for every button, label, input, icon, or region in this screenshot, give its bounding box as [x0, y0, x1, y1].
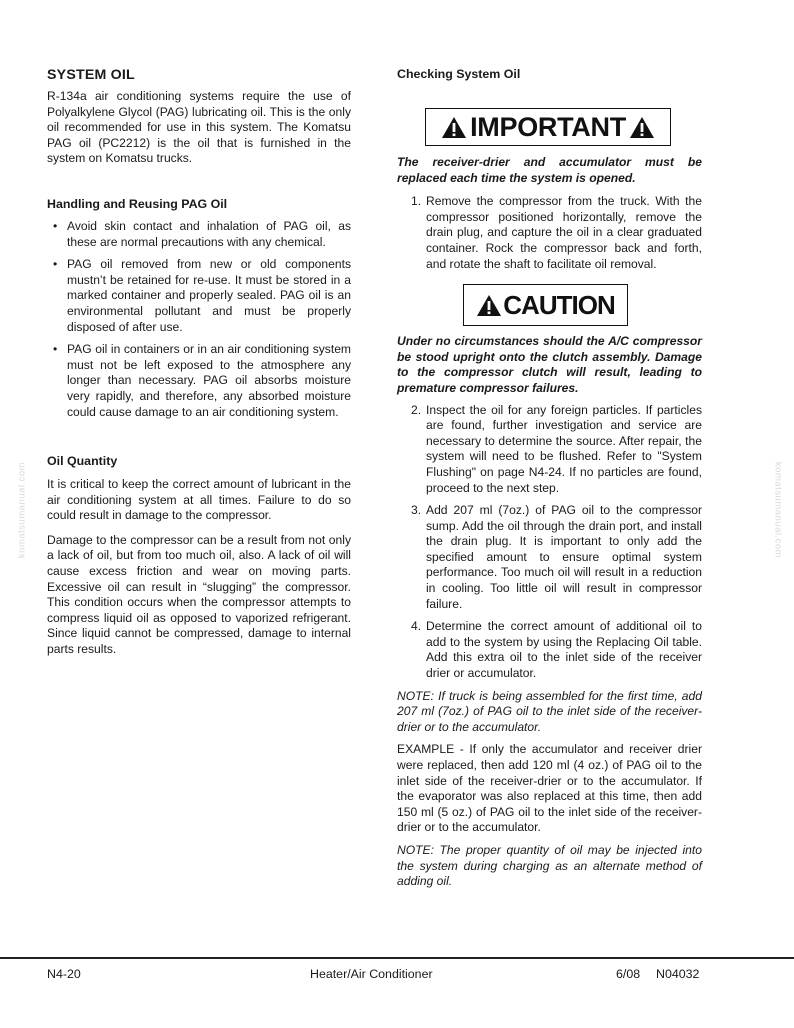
note-charging: NOTE: The proper quantity of oil may be injected into the system during charging as an alternate method of adding oil.: [397, 842, 702, 889]
caution-label: CAUTION: [503, 289, 615, 320]
step-number: 4.: [411, 619, 422, 634]
checking-heading: Checking System Oil: [397, 67, 521, 81]
oil-quantity-heading: Oil Quantity: [47, 454, 118, 469]
step-item: [397, 403, 702, 497]
quantity-paragraph-1: It is critical to keep the correct amount of lubricant in the air conditioning system at all times. Failure to do so could result in damage to the compressor.: [47, 477, 351, 523]
caution-text: Under no circumstances should the A/C compressor be stood upright onto the clutch assembly. Damage to the compressor clutch will result, leading to premature compressor failures.: [397, 334, 702, 395]
footer-section-title: Heater/Air Conditioner: [310, 967, 433, 981]
handling-heading: Handling and Reusing PAG Oil: [47, 196, 228, 211]
left-column: [47, 64, 351, 658]
step-text: Remove the compressor from the truck. With the compressor positioned horizontally, remove the drain plug, and capture the oil in a clear graduated container. Rock the compressor back and forth, and rotate the shaft to facilitate oil removal.: [426, 194, 702, 271]
warning-triangle-icon: [629, 116, 655, 139]
important-label: IMPORTANT: [470, 111, 626, 142]
step-number: 3.: [411, 503, 422, 518]
steps-list-a: [397, 194, 702, 272]
step-item: [397, 619, 702, 681]
note-first-assembly: NOTE: If truck is being assembled for the first time, add 207 ml (7oz.) of PAG oil to the inlet side of the receiver-drier or to the accumulator.: [397, 688, 702, 734]
footer-doc-code: N04032: [656, 967, 700, 981]
handling-bullet-list: [47, 219, 351, 420]
important-text: The receiver-drier and accumulator must be replaced each time the system is opened.: [397, 155, 702, 185]
example-paragraph: EXAMPLE - If only the accumulator and receiver drier were replaced, then add 120 ml (4 oz.) of PAG oil to the inlet side of the receiver-drier or to the accumulator. If the evaporator was also replaced at this time, then add 150 ml (5 oz.) of PAG oil to the inlet side of the receiver-drier or to the accumulator.: [397, 742, 702, 835]
step-number: 1.: [411, 194, 422, 209]
step-item: [397, 194, 702, 272]
footer-divider: [0, 957, 794, 959]
section-title: SYSTEM OIL: [47, 67, 135, 83]
bullet-item: • Avoid skin contact and inhalation of PAG oil, as these are normal precautions with any chemical.: [47, 219, 351, 250]
important-banner: [425, 108, 671, 146]
watermark-right: komatsumanual.com: [772, 461, 784, 559]
intro-paragraph: R-134a air conditioning systems require the use of Polyalkylene Glycol (PAG) lubricating oil. This is the only oil recommended for use in this system. The Komatsu PAG oil (PC2212) is the oil that is furnished in the system on Komatsu trucks.: [47, 89, 351, 166]
bullet-item: • PAG oil in containers or in an air conditioning system must not be left exposed to the atmosphere any longer than necessary. PAG oil absorbs moisture very rapidly, and therefore, any absorbed moisture could cause damage to an air conditioning system.: [47, 342, 351, 420]
step-number: 2.: [411, 402, 422, 417]
step-item: [397, 503, 702, 612]
bullet-item: • PAG oil removed from new or old components mustn’t be retained for re-use. It must be stored in a marked container and properly sealed. PAG oil is an environmental pollutant and must be properly disposed of after use.: [47, 257, 351, 335]
warning-triangle-icon: [441, 116, 467, 139]
steps-list-b: [397, 403, 702, 682]
watermark-left: komatsumanual.com: [16, 461, 28, 559]
step-text: Determine the correct amount of additional oil to add to the system by using the Replacing Oil table. Add this extra oil to the inlet side of the receiver drier or accumulator.: [426, 619, 702, 681]
caution-banner: [463, 284, 628, 326]
footer-date: 6/08: [616, 967, 641, 981]
warning-triangle-icon: [476, 294, 502, 317]
step-text: Add 207 ml (7oz.) of PAG oil to the compressor sump. Add the oil through the drain port, and install the drain plug. It is important to only add the specified amount to ensure optimal system performance. Too much oil will result in a reduction in cooling. Too little oil will result in compressor failure.: [426, 503, 702, 611]
quantity-paragraph-2: Damage to the compressor can be a result from not only a lack of oil, but from too much oil, also. A lack of oil will cause excess friction and wear on moving parts. Excessive oil can result in “slugging” the compressor. This condition occurs when the compressor attempts to compress liquid oil as opposed to vaporized refrigerant. Since liquid cannot be compressed, damage to internal parts results.: [47, 532, 351, 657]
right-column: [397, 64, 702, 890]
step-text: Inspect the oil for any foreign particles. If particles are found, further investigation and service are necessary to determine the source. After repair, the system will need to be flushed. Refer to "System Flushing" on page N4-24. If no particles are found, proceed to the next step.: [426, 402, 702, 495]
footer-page-number: N4-20: [47, 967, 81, 981]
